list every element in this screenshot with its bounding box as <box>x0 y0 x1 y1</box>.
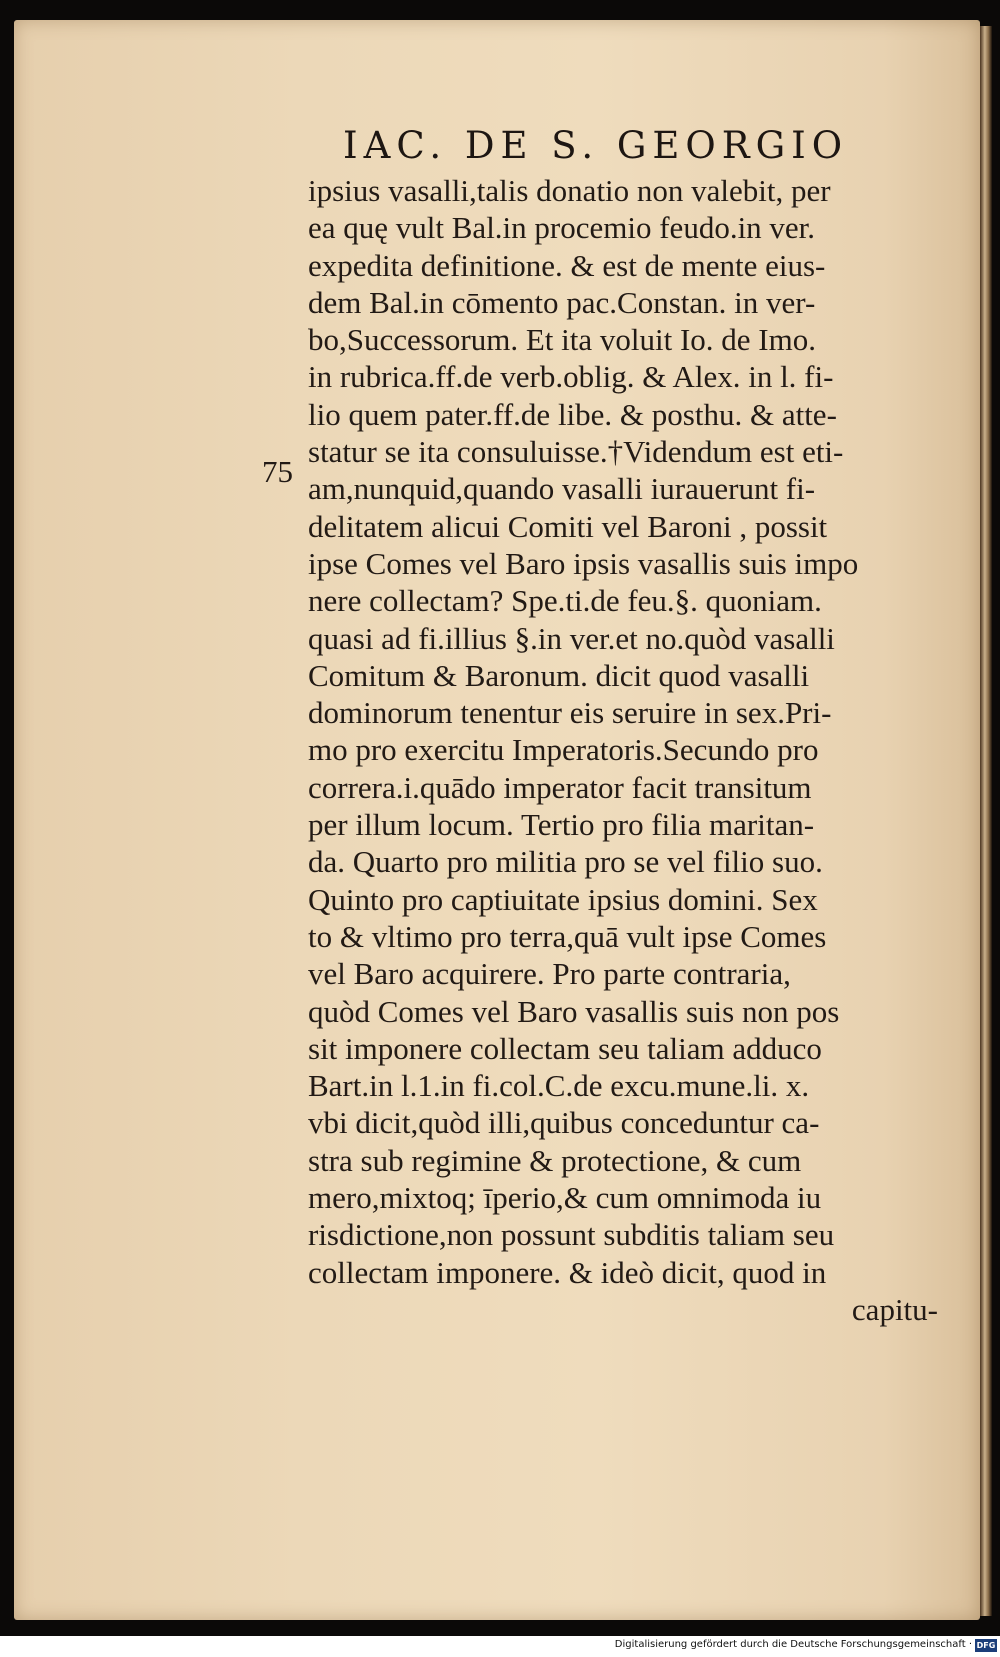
text-line: lio quem pater.ff.de libe. & posthu. & atte- <box>308 396 837 432</box>
text-line: to & vltimo pro terra,quā vult ipse Comes <box>308 918 827 954</box>
text-line: per illum locum. Tertio pro filia maritan- <box>308 807 815 843</box>
page-edge <box>980 26 992 1616</box>
text-line: in rubrica.ff.de verb.oblig. & Alex. in l. fi- <box>308 359 834 395</box>
dfg-logo-icon: DFG <box>976 1641 996 1650</box>
text-line: quasi ad fi.illius §.in ver.et no.quòd vasalli <box>308 620 835 656</box>
text-line: mo pro exercitu Imperatoris.Secundo pro <box>308 732 819 768</box>
text-line: mero,mixtoq; īperio,& cum omnimoda iu <box>308 1180 822 1216</box>
text-line: ea quę vult Bal.in procemio feudo.in ver. <box>308 210 816 246</box>
text-line: vel Baro acquirere. Pro parte contraria, <box>308 956 791 992</box>
text-line: ipsius vasalli,talis donatio non valebit, per <box>308 173 831 208</box>
text-line: delitatem alicui Comiti vel Baroni , possit <box>308 508 828 544</box>
text-line: dominorum tenentur eis seruire in sex.Pri- <box>308 695 832 731</box>
funding-credit: Digitalisierung gefördert durch die Deutsche Forschungsgemeinschaft · <box>614 1639 972 1650</box>
text-line: stra sub regimine & protectione, & cum <box>308 1142 802 1178</box>
text-line: vbi dicit,quòd illi,quibus conceduntur ca- <box>308 1105 820 1141</box>
text-line: expedita definitione. & est de mente eius- <box>308 247 826 283</box>
text-line: Quinto pro captiuitate ipsius domini. Sex <box>308 881 818 917</box>
text-line: da. Quarto pro militia pro se vel filio suo. <box>308 844 823 880</box>
text-line: sit imponere collectam seu taliam adduco <box>308 1030 822 1066</box>
text-line: am,nunquid,quando vasalli iurauerunt fi- <box>308 471 816 507</box>
text-line: Bart.in l.1.in fi.col.C.de excu.mune.li. x. <box>308 1068 810 1104</box>
text-line: ipse Comes vel Baro ipsis vasallis suis impo <box>308 545 859 581</box>
text-line: correra.i.quādo imperator facit transitum <box>308 769 812 805</box>
text-line: collectam imponere. & ideò dicit, quod in <box>308 1254 827 1290</box>
text-block <box>308 172 948 1328</box>
text-line: quòd Comes vel Baro vasallis suis non pos <box>308 993 840 1029</box>
text-line: statur se ita consuluisse.†Videndum est eti- <box>308 434 844 470</box>
text-line: risdictione,non possunt subditis taliam seu <box>308 1217 835 1253</box>
marginal-number: 75 <box>262 454 293 489</box>
text-line: Comitum & Baronum. dicit quod vasalli <box>308 657 810 693</box>
catchword: capitu- <box>851 1291 938 1327</box>
running-head: IAC. DE S. GEORGIO <box>343 124 849 167</box>
text-line: nere collectam? Spe.ti.de feu.§. quoniam. <box>308 583 822 619</box>
text-line: bo,Successorum. Et ita voluit Io. de Imo. <box>308 322 816 358</box>
text-line: dem Bal.in cōmento pac.Constan. in ver- <box>308 284 816 320</box>
